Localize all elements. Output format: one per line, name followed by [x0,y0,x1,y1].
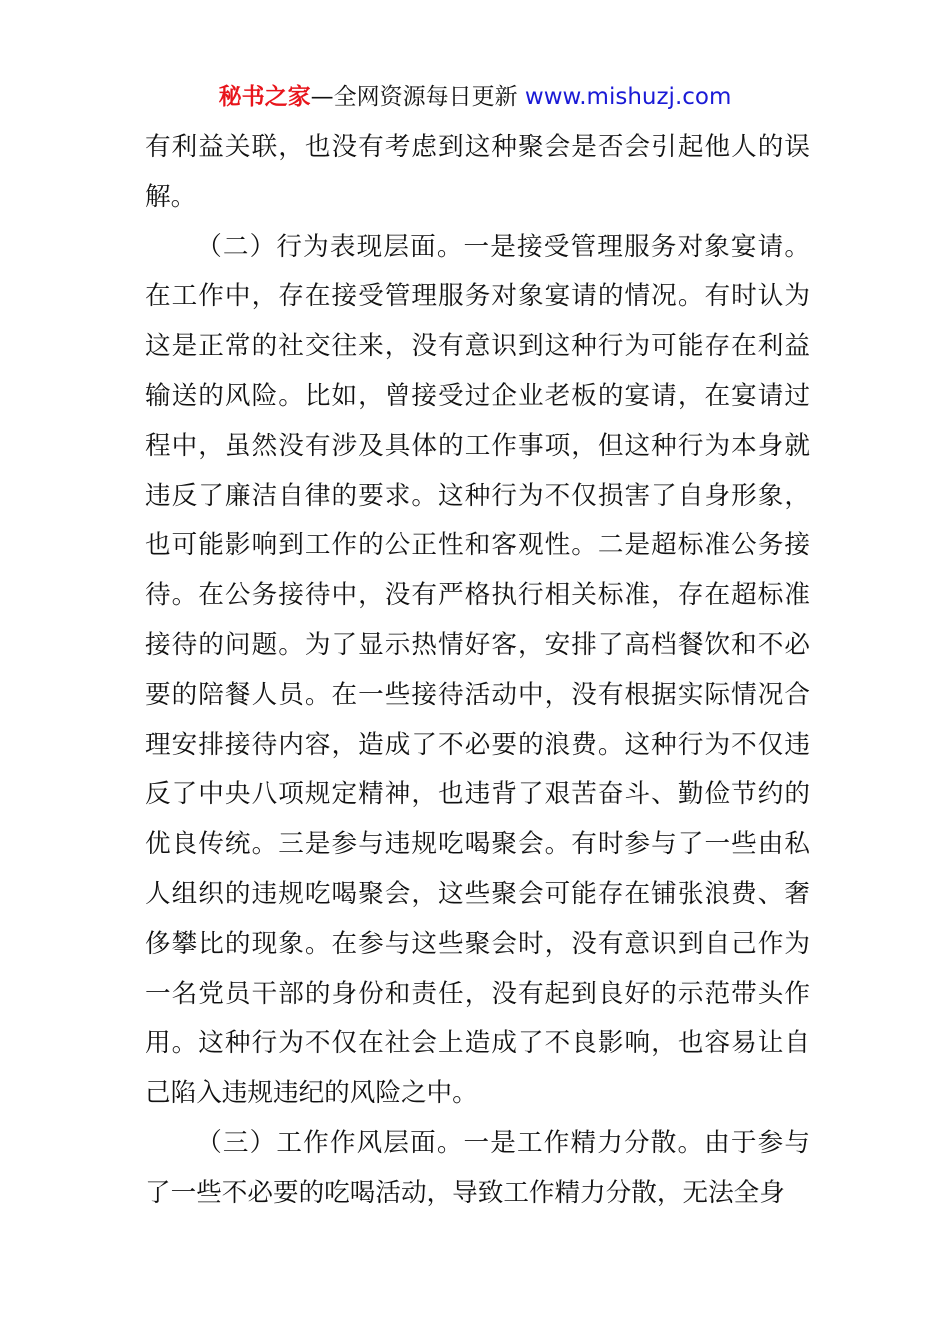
paragraph-continuation: 有利益关联，也没有考虑到这种聚会是否会引起他人的误解。 [145,132,810,212]
document-body [145,123,810,1219]
header-tagline: —全网资源每日更新 [310,84,518,110]
paragraph-behavior-level: （二）行为表现层面。一是接受管理服务对象宴请。在工作中，存在接受管理服务对象宴请的情况。有时认为这是正常的社交往来，没有意识到这种行为可能存在利益输送的风险。比如，曾接受过企业老板的宴请，在宴请过程中，虽然没有涉及具体的工作事项，但这种行为本身就违反了廉洁自律的要求。这种行为不仅损害了自身形象，也可能影响到工作的公正性和客观性。二是超标准公务接待。在公务接待中，没有严格执行相关标准，存在超标准接待的问题。为了显示热情好客，安排了高档餐饮和不必要的陪餐人员。在一些接待活动中，没有根据实际情况合理安排接待内容，造成了不必要的浪费。这种行为不仅违反了中央八项规定精神，也违背了艰苦奋斗、勤俭节约的优良传统。三是参与违规吃喝聚会。有时参与了一些由私人组织的违规吃喝聚会，这些聚会可能存在铺张浪费、奢侈攀比的现象。在参与这些聚会时，没有意识到自己作为一名党员干部的身份和责任，没有起到良好的示范带头作用。这种行为不仅在社会上造成了不良影响，也容易让自己陷入违规违纪的风险之中。 [145,231,810,1109]
page-header [0,80,950,114]
header-brand: 秘书之家 [218,84,311,110]
paragraph-work-style-level: （三）工作作风层面。一是工作精力分散。由于参与了一些不必要的吃喝活动，导致工作精力分散，无法全身 [145,1127,810,1208]
header-url-link[interactable]: www.mishuzj.com [524,84,732,110]
